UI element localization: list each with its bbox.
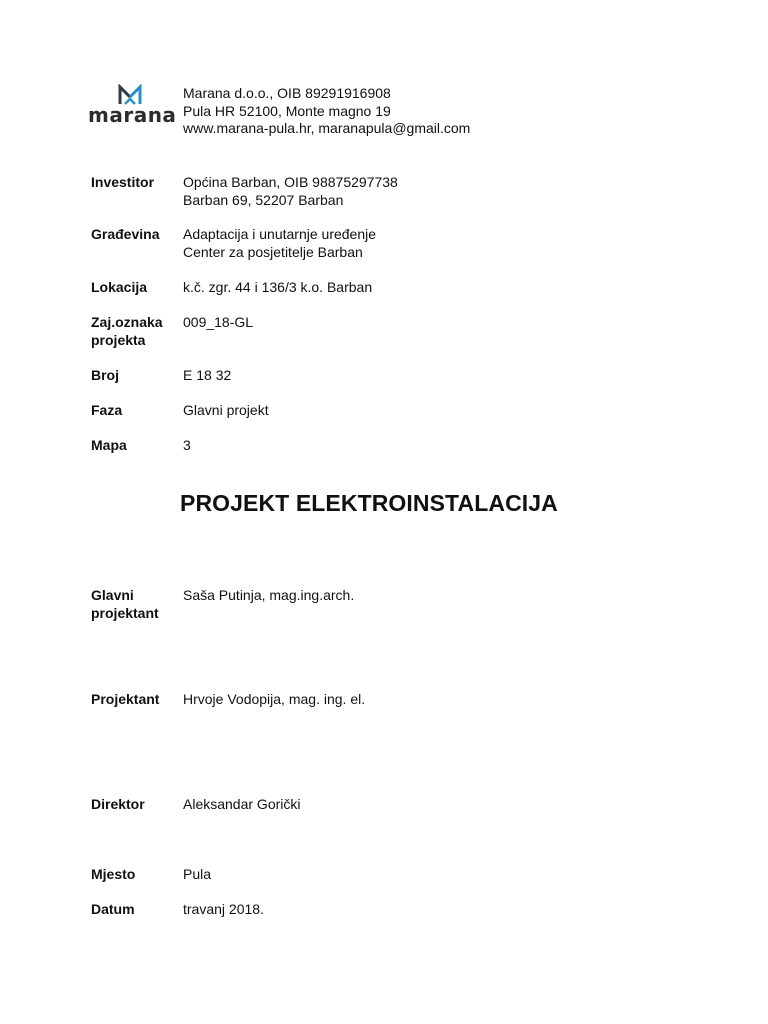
field-value: Pula — [183, 866, 212, 882]
company-info — [183, 85, 470, 138]
investitor-name: Općina Barban, OIB 98875297738 — [183, 174, 398, 190]
company-logo — [88, 84, 177, 127]
field-label: Datum — [91, 901, 135, 917]
gradevina-line-2: Center za posjetitelje Barban — [183, 243, 363, 260]
field-label: Projektant — [91, 691, 160, 707]
field-value: E 18 32 — [183, 367, 232, 383]
oznaka-label-line-1: Zaj.oznaka — [91, 314, 163, 330]
company-address-line: Pula HR 52100, Monte magno 19 — [183, 102, 391, 119]
field-label: Građevina — [91, 226, 160, 242]
field-value: Aleksandar Gorički — [183, 796, 301, 812]
company-name-line: Marana d.o.o., OIB 89291916908 — [183, 85, 391, 101]
field-value: 3 — [183, 437, 191, 453]
field-label: Broj — [91, 367, 119, 383]
glavni-label-line-1: Glavni — [91, 587, 134, 603]
company-contact-line: www.marana-pula.hr, maranapula@gmail.com — [183, 120, 471, 136]
oznaka-label-line-2: projekta — [91, 331, 146, 348]
field-value: 009_18-GL — [183, 314, 254, 330]
field-label: Mapa — [91, 437, 127, 453]
gradevina-line-1: Adaptacija i unutarnje uređenje — [183, 226, 377, 242]
field-label: Faza — [91, 402, 123, 418]
field-value — [183, 174, 398, 209]
logo-wordmark: marana — [88, 103, 177, 127]
field-value: travanj 2018. — [183, 901, 264, 917]
field-label — [91, 314, 181, 349]
glavni-label-line-2: projektant — [91, 604, 159, 621]
document-title: PROJEKT ELEKTROINSTALACIJA — [180, 490, 558, 516]
field-value: Glavni projekt — [183, 402, 269, 418]
field-value: Saša Putinja, mag.ing.arch. — [183, 587, 355, 603]
field-label: Investitor — [91, 174, 155, 190]
field-label — [91, 587, 181, 622]
field-value: Hrvoje Vodopija, mag. ing. el. — [183, 691, 366, 707]
field-value — [183, 226, 376, 261]
field-label: Lokacija — [91, 279, 148, 295]
field-value: k.č. zgr. 44 i 136/3 k.o. Barban — [183, 279, 373, 295]
investitor-address: Barban 69, 52207 Barban — [183, 191, 344, 208]
field-label: Direktor — [91, 796, 145, 812]
field-label: Mjesto — [91, 866, 136, 882]
